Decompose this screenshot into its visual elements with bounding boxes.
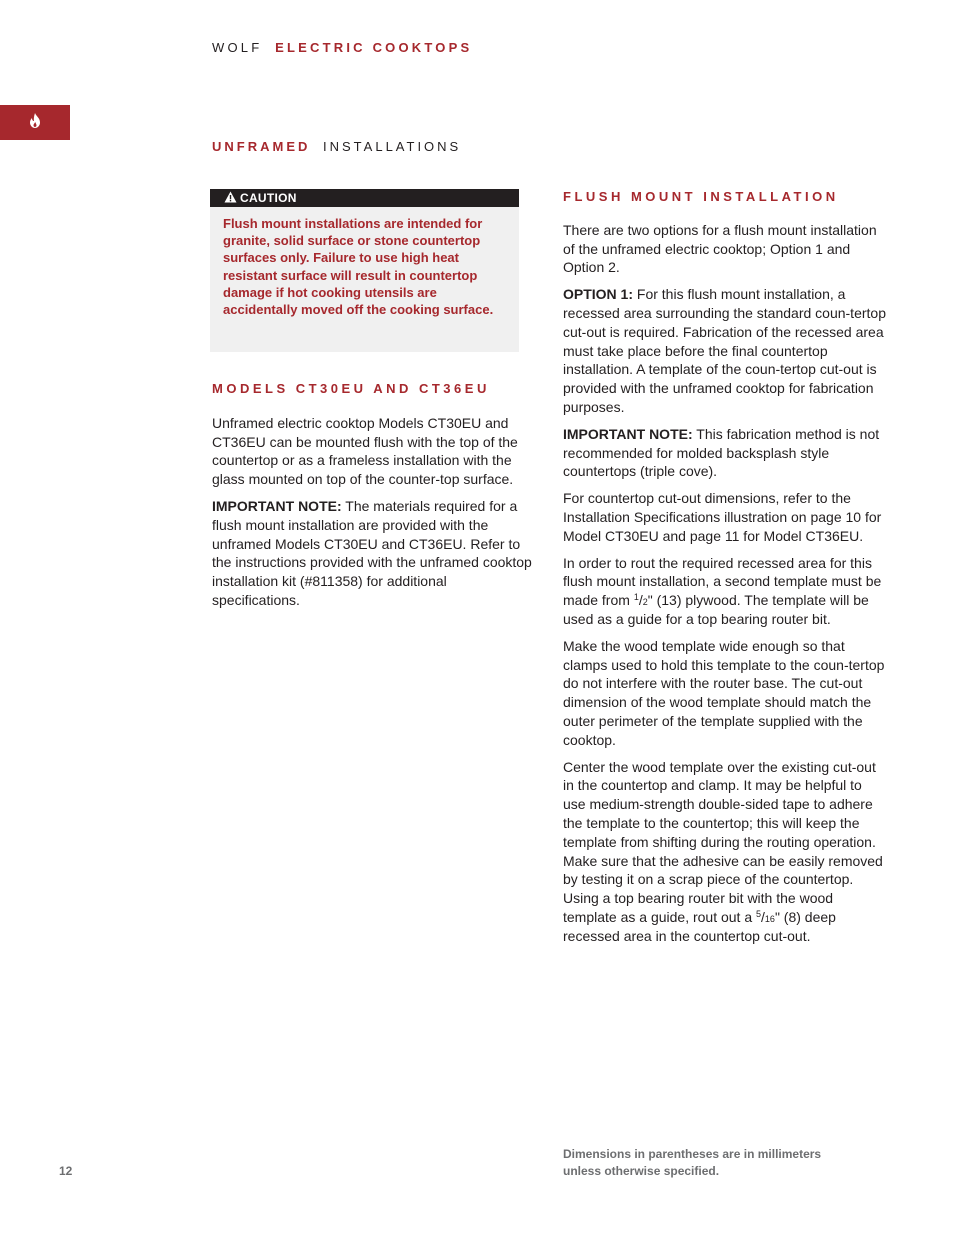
option-1-paragraph <box>563 285 888 417</box>
models-heading: MODELS CT30EU AND CT36EU <box>212 381 490 396</box>
section-title <box>212 139 461 154</box>
flush-paragraph-7: Center the wood template over the existing cut-out in the countertop and clamp. It may be helpful to use medium-strength double-sided tape to adhere the template to the countertop; this will keep the template from shifting during the routing operation. Make sure that the adhesive can be easily removed by testing it on a scrap piece of the countertop. Using a top bearing router bit with the wood template as a guide, rout out a $^5$/16" (8) deep recessed area in the countertop cut-out. <box>563 758 883 944</box>
caution-label: CAUTION <box>240 191 297 205</box>
fraction-denominator: 16 <box>764 913 775 924</box>
option-text: For this flush mount installation, a recessed area surrounding the standard coun-tertop cut-out is required. Fabrication of the recessed area must take place before the final countertop installation. A template of the coun-tertop cut-out is provided with the unframed cooktop for fabrication purposes. <box>563 286 886 415</box>
flush-mount-heading: FLUSH MOUNT INSTALLATION <box>563 189 839 204</box>
page-number: 12 <box>59 1164 73 1178</box>
models-paragraph: Unframed electric cooktop Models CT30EU and CT36EU can be mounted flush with the top of the countertop or as a frameless installation with the glass mounted on top of the counter-top surface. <box>212 414 518 488</box>
flush-paragraph-5: In order to rout the required recessed area for this flush mount installation, a second template must be made from $^1$/2" (13) plywood. The template will be used as a guide for a top bearing router bit. <box>563 554 882 627</box>
warning-triangle-icon <box>224 191 240 206</box>
page-header <box>212 40 472 55</box>
fraction-numerator: 5 <box>756 908 762 919</box>
product-name: ELECTRIC COOKTOPS <box>275 40 473 55</box>
models-note <box>212 497 534 610</box>
section-title-highlight: UNFRAMED <box>212 139 311 154</box>
footnote: Dimensions in parentheses are in millimeters unless otherwise specified. <box>563 1147 822 1178</box>
paragraph-text: " (8) deep recessed area in the countertop cut-out. <box>563 908 836 944</box>
paragraph-text: Center the wood template over the existing cut-out in the countertop and clamp. It may be helpful to use medium-strength double-sided tape to adhere the template to the countertop; this will keep the template from shifting during the routing operation. Make sure that the adhesive can be easily removed by testing it on a scrap piece of the countertop. Using a top bearing router bit with the wood template as a guide, rout out a <box>563 758 883 925</box>
option-label: OPTION 1: <box>563 286 634 303</box>
flush-mount-column <box>563 188 888 953</box>
caution-box <box>210 189 519 352</box>
note-text: This fabrication method is not recommended for molded backsplash style countertops (triple cove). <box>563 425 880 480</box>
models-column <box>212 380 534 618</box>
flush-paragraph-1: There are two options for a flush mount installation of the unframed electric cooktop; Option 1 and Option 2. <box>563 221 877 276</box>
flush-paragraph-6: Make the wood template wide enough so that clamps used to hold this template to the coun-tertop do not interfere with the router base. The cut-out dimension of the wood template should match the outer perimeter of the template supplied with the cooktop. <box>563 637 885 748</box>
caution-bar <box>210 189 519 207</box>
flush-paragraph-4: For countertop cut-out dimensions, refer to the Installation Specifications illustration on page 10 for Model CT30EU and page 11 for Model CT36EU. <box>563 490 882 544</box>
note-label: IMPORTANT NOTE: <box>563 425 693 442</box>
note-label: IMPORTANT NOTE: <box>212 497 342 514</box>
fraction-numerator: 1 <box>633 592 639 603</box>
brand-name: WOLF <box>212 40 263 55</box>
fraction-denominator: 2 <box>642 597 648 608</box>
caution-text: Flush mount installations are intended for granite, solid surface or stone countertop surfaces only. Failure to use high heat resistant surface will result in countertop damage if hot cooking utensils are accidentally moved off the cooking surface. <box>223 216 494 318</box>
paragraph-text: " (13) plywood. The template will be used as a guide for a top bearing router bit. <box>563 592 869 627</box>
flush-note <box>563 425 888 481</box>
paragraph-text: In order to rout the required recessed area for this flush mount installation, a second template must be made from <box>563 554 882 609</box>
note-text: The materials required for a flush mount installation are provided with the unframed Models CT30EU and CT36EU. Refer to the instructions provided with the unframed cooktop installation kit (#811358) for additional specifications. <box>212 497 532 608</box>
section-title-rest: INSTALLATIONS <box>323 139 462 154</box>
flame-icon <box>29 113 41 133</box>
section-tab <box>0 105 70 140</box>
